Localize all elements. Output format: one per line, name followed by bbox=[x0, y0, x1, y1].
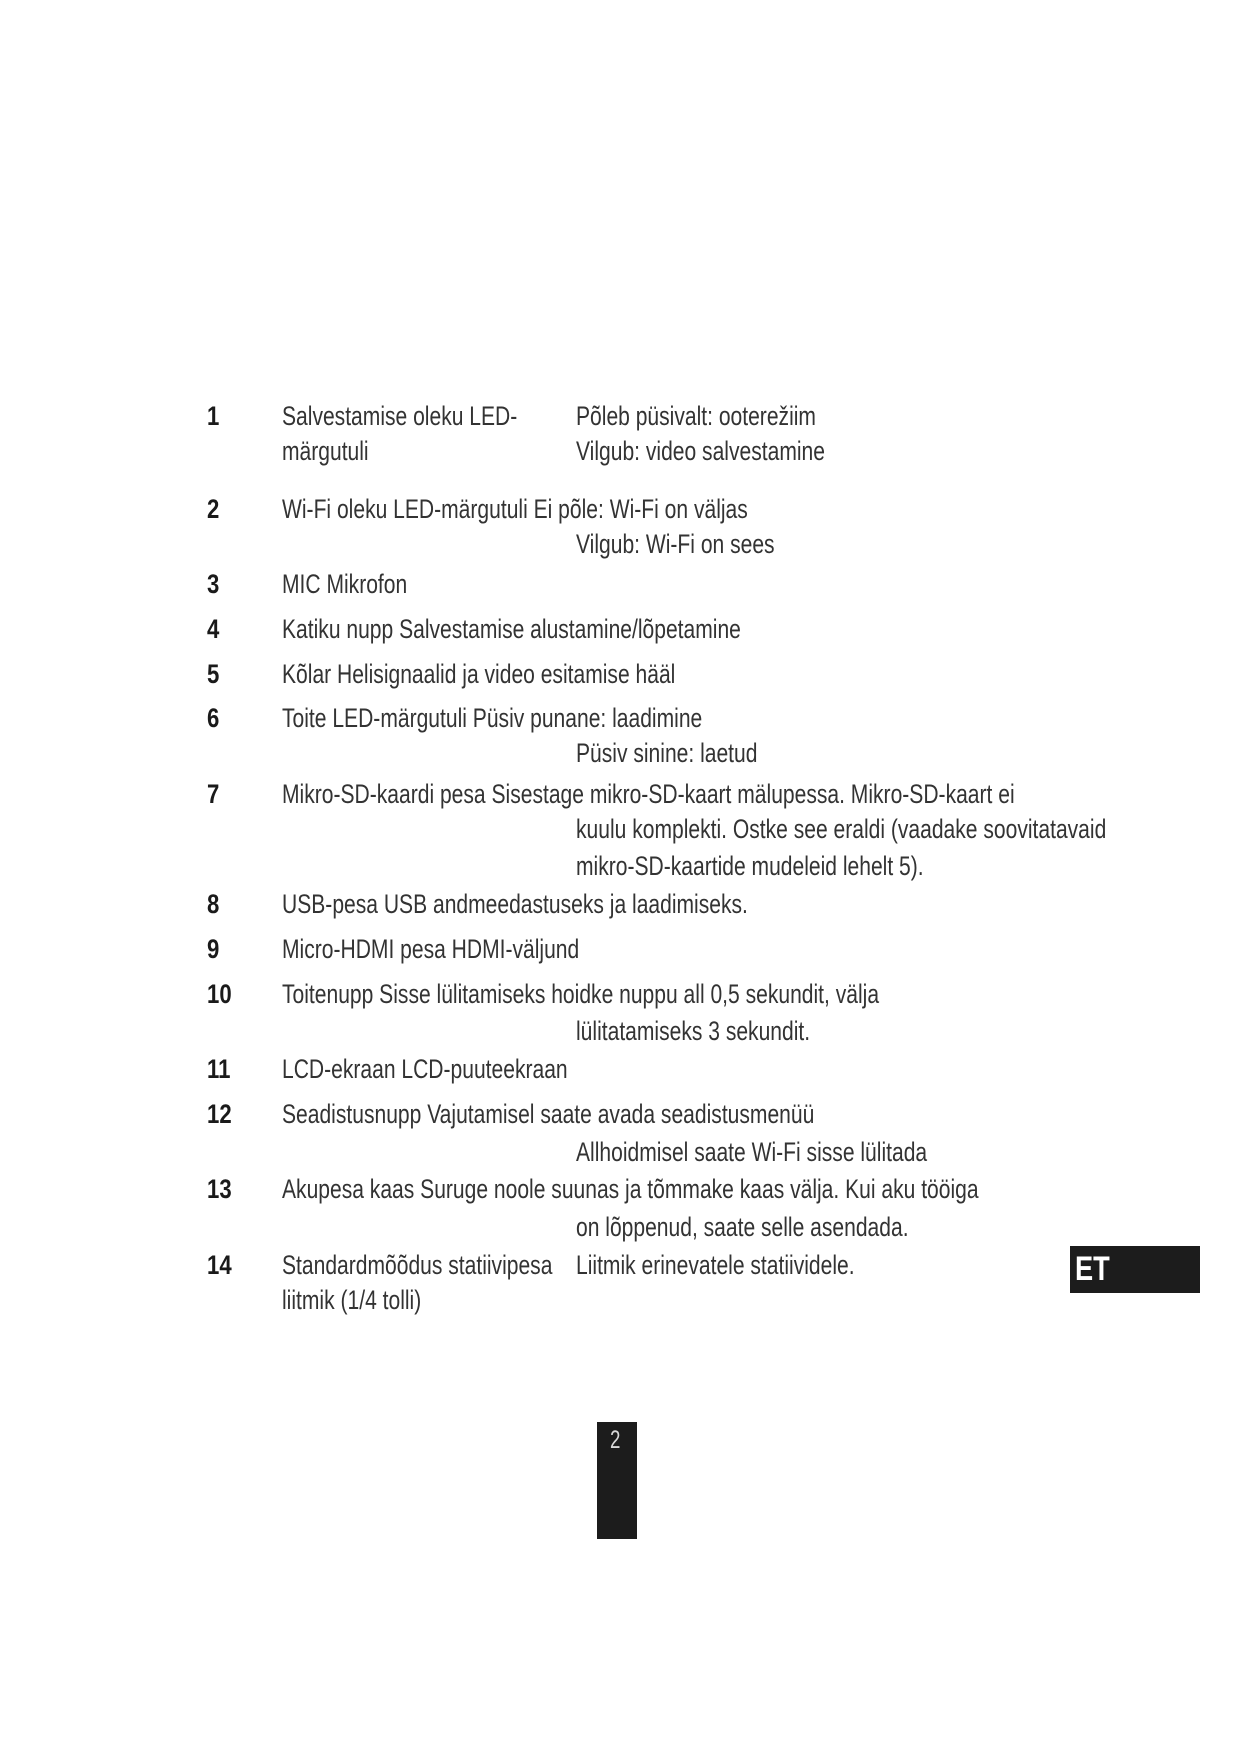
language-tab bbox=[1070, 1246, 1200, 1293]
item-text-line: Akupesa kaas Suruge noole suunas ja tõmmake kaas välja. Kui aku tööiga bbox=[282, 1174, 979, 1204]
item-text-line: Wi-Fi oleku LED-märgutuli Ei põle: Wi-Fi on väljas bbox=[282, 494, 748, 524]
item-text-line: LCD-ekraan LCD-puuteekraan bbox=[282, 1054, 568, 1084]
item-description-line: Püsiv sinine: laetud bbox=[576, 738, 758, 768]
item-description-line: kuulu komplekti. Ostke see eraldi (vaadake soovitatavaid bbox=[576, 814, 1107, 844]
item-number: 6 bbox=[207, 703, 220, 733]
item-number: 1 bbox=[207, 401, 220, 431]
item-number: 11 bbox=[207, 1054, 231, 1084]
item-number: 9 bbox=[207, 934, 220, 964]
item-description-line: Vilgub: Wi-Fi on sees bbox=[576, 529, 775, 559]
item-text-line: Mikro-SD-kaardi pesa Sisestage mikro-SD-kaart mälupessa. Mikro-SD-kaart ei bbox=[282, 779, 1015, 809]
item-number: 8 bbox=[207, 889, 220, 919]
item-text-line: USB-pesa USB andmeedastuseks ja laadimiseks. bbox=[282, 889, 748, 919]
language-code: ET bbox=[1075, 1250, 1110, 1288]
item-description-line: Vilgub: video salvestamine bbox=[576, 436, 825, 466]
item-number: 4 bbox=[207, 614, 220, 644]
item-description-line: on lõppenud, saate selle asendada. bbox=[576, 1212, 909, 1242]
item-number: 2 bbox=[207, 494, 220, 524]
item-text-line: Katiku nupp Salvestamise alustamine/lõpetamine bbox=[282, 614, 741, 644]
page-number-tab bbox=[597, 1422, 637, 1539]
item-text-line: Toite LED-märgutuli Püsiv punane: laadimine bbox=[282, 703, 703, 733]
item-text-line: MIC Mikrofon bbox=[282, 569, 408, 599]
item-label-line: Standardmõõdus statiivipesa bbox=[282, 1250, 553, 1280]
page-number: 2 bbox=[610, 1426, 621, 1454]
item-text-line: Seadistusnupp Vajutamisel saate avada seadistusmenüü bbox=[282, 1099, 815, 1129]
item-description-line: lülitatamiseks 3 sekundit. bbox=[576, 1016, 811, 1046]
item-number: 7 bbox=[207, 779, 220, 809]
item-number: 10 bbox=[207, 979, 232, 1009]
item-label-line: märgutuli bbox=[282, 436, 369, 466]
item-description-line: mikro-SD-kaartide mudeleid lehelt 5). bbox=[576, 851, 924, 881]
item-label-line: liitmik (1/4 tolli) bbox=[282, 1285, 422, 1315]
item-number: 3 bbox=[207, 569, 220, 599]
item-number: 14 bbox=[207, 1250, 232, 1280]
item-description-line: Allhoidmisel saate Wi-Fi sisse lülitada bbox=[576, 1137, 928, 1167]
item-description-line: Põleb püsivalt: ooterežiim bbox=[576, 401, 816, 431]
item-text-line: Toitenupp Sisse lülitamiseks hoidke nuppu all 0,5 sekundit, välja bbox=[282, 979, 880, 1009]
item-number: 13 bbox=[207, 1174, 232, 1204]
item-number: 5 bbox=[207, 659, 220, 689]
item-text-line: Kõlar Helisignaalid ja video esitamise hääl bbox=[282, 659, 676, 689]
item-description-line: Liitmik erinevatele statiividele. bbox=[576, 1250, 855, 1280]
item-label-line: Salvestamise oleku LED- bbox=[282, 401, 518, 431]
item-text-line: Micro-HDMI pesa HDMI-väljund bbox=[282, 934, 580, 964]
item-number: 12 bbox=[207, 1099, 232, 1129]
